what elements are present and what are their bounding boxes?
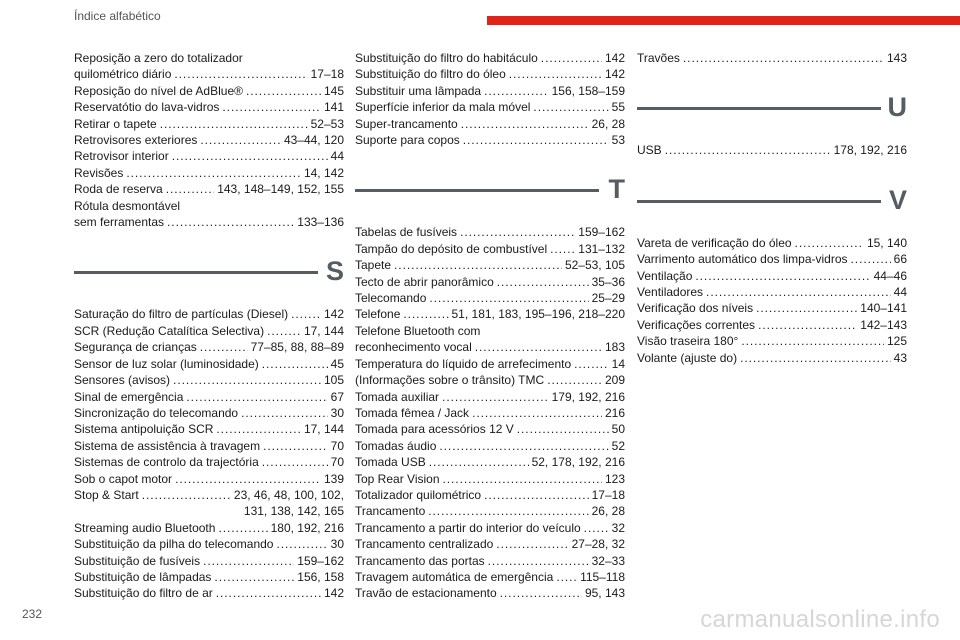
entry-pages: 131–132 [578,241,625,256]
section-rule [74,271,318,274]
dot-leader [216,585,321,601]
dot-leader [695,268,870,284]
index-entry [74,132,344,148]
entry-label: Ventiladores [637,285,704,300]
dot-leader [172,148,328,164]
entry-label: Suporte para copos [355,133,460,148]
entry-label: SCR (Redução Catalítica Selectiva) [74,323,265,338]
index-entry [74,181,344,197]
entry-pages: 139 [323,471,344,486]
dot-leader [214,569,294,585]
section-rule [637,107,881,110]
index-entry [355,356,625,372]
dot-leader [740,350,891,366]
entry-label: Substituição de fusíveis [74,553,201,568]
entry-label: Saturação do filtro de partículas (Diesel) [74,307,289,322]
dot-leader [439,438,608,454]
dot-leader [509,66,602,82]
entry-label: Substituição de lâmpadas [74,569,212,584]
index-entry [355,66,625,82]
section-header-v [637,179,907,219]
dot-leader [262,454,328,470]
entry-pages: 67 [330,389,344,404]
index-entry [74,438,344,454]
index-entry [355,339,625,355]
entry-pages: 142 [604,67,625,82]
entry-label: Trancamento a partir do interior do veículo [355,520,581,535]
dot-leader [218,520,267,536]
dot-leader [550,241,575,257]
entry-pages: 131, 138, 142, 165 [243,504,344,519]
entry-pages: 142 [323,307,344,322]
dot-leader [160,116,308,132]
entry-pages: 44 [330,149,344,164]
entry-group [355,50,625,148]
entry-label: Tomada auxiliar [355,389,440,404]
section-header-u [637,86,907,126]
dot-leader [173,372,321,388]
entry-label: Sistemas de controlo da trajectória [74,455,259,470]
entry-pages: 70 [330,455,344,470]
entry-pages: 178, 192, 216 [833,143,907,158]
dot-leader [484,83,549,99]
dot-leader [174,66,307,82]
index-entry [355,438,625,454]
entry-label: Substituição do filtro do óleo [355,67,506,82]
entry-pages: 142–143 [860,317,907,332]
index-entry [74,116,344,132]
header-accent-bar [487,16,960,25]
dot-leader [166,181,214,197]
index-entry [355,421,625,437]
index-entry [355,536,625,552]
dot-leader [497,274,589,290]
header-title: Índice alfabético [74,9,161,23]
entry-label: Rótula desmontável [74,198,181,213]
entry-label: Sob o capot motor [74,471,173,486]
index-entry [74,421,344,437]
entry-label: reconhecimento vocal [355,340,472,355]
section-letter: T [608,174,625,205]
index-entry [355,241,625,257]
index-entry [355,306,625,322]
entry-pages: 145 [323,83,344,98]
entry-label: Temperatura do líquido de arrefecimento [355,356,572,371]
dot-leader [556,569,577,585]
entry-label: Retrovisores exteriores [74,133,198,148]
index-entry [637,317,907,333]
entry-label: Streaming audio Bluetooth [74,520,216,535]
dot-leader [276,536,327,552]
index-entry [355,471,625,487]
dot-leader [706,284,891,300]
index-entry [74,471,344,487]
index-entry [355,372,625,388]
entry-pages: 25–29 [591,291,625,306]
entry-pages: 179, 192, 216 [551,389,625,404]
entry-label: Telefone [355,307,401,322]
dot-leader [547,372,602,388]
index-entry [355,257,625,273]
index-entry [355,290,625,306]
entry-label: Ventilação [637,268,693,283]
entry-group [637,142,907,158]
entry-label: Tampão do depósito de combustível [355,241,548,256]
entry-label: Verificação dos níveis [637,301,754,316]
index-entry [637,350,907,366]
dot-leader [496,536,568,552]
index-entry [74,487,344,503]
entry-label: Trancamento das portas [355,553,485,568]
index-entry [74,503,344,519]
section-letter: U [887,92,907,123]
entry-pages: 17–18 [591,487,625,502]
index-entry [74,50,344,66]
entry-label: Top Rear Vision [355,471,440,486]
dot-leader [167,214,294,230]
entry-pages: 66 [893,252,907,267]
dot-leader [461,116,589,132]
index-entry [74,520,344,536]
dot-leader [442,389,549,405]
entry-label: Tomada fêmea / Jack [355,405,470,420]
dot-leader [203,553,294,569]
entry-pages: 123 [604,471,625,486]
page-number: 232 [22,607,43,621]
index-entry [74,214,344,230]
dot-leader [200,132,281,148]
entry-group [637,235,907,366]
entry-pages: 52 [611,438,625,453]
section-rule [637,200,881,203]
entry-pages: 27–28, 32 [571,537,625,552]
dot-leader [500,585,582,601]
entry-label: Sensores (avisos) [74,373,171,388]
dot-leader [429,454,529,470]
entry-group [74,50,344,230]
dot-leader [291,306,321,322]
entry-label: Superfície inferior da mala móvel [355,100,531,115]
section-letter: S [325,256,344,287]
dot-leader [263,438,328,454]
entry-pages: 125 [886,334,907,349]
entry-pages: 32–33 [591,553,625,568]
dot-leader [756,300,857,316]
index-entry [74,389,344,405]
entry-label: Revisões [74,165,124,180]
index-entry [637,300,907,316]
index-entry [74,536,344,552]
dot-leader [584,520,609,536]
dot-leader [267,323,301,339]
section-letter: V [888,184,907,215]
dot-leader [475,339,602,355]
watermark-text: carmanualsonline.info [700,606,940,633]
entry-label: Totalizador quilométrico [355,487,482,502]
entry-pages: 30 [330,537,344,552]
entry-label: Tapete [355,258,392,273]
entry-label: USB [637,143,662,158]
dot-leader [488,553,589,569]
index-entry [355,553,625,569]
entry-label: Substituição do filtro do habitáculo [355,51,538,65]
index-entry [355,132,625,148]
entry-label: (Informações sobre o trânsito) TMC [355,373,545,388]
entry-group [74,306,344,601]
dot-leader [142,487,231,503]
entry-pages: 141 [323,100,344,115]
dot-leader [665,142,831,158]
entry-pages: 45 [330,356,344,371]
index-entry [355,569,625,585]
entry-label: Travagem automática de emergência [355,569,554,584]
index-entry [74,569,344,585]
entry-pages: 70 [330,438,344,453]
index-entry [74,372,344,388]
entry-pages: 52, 178, 192, 216 [531,455,625,470]
entry-label: Sistema de assistência à travagem [74,438,261,453]
entry-label: Verificações correntes [637,317,756,332]
index-entry [74,339,344,355]
index-entry [74,585,344,601]
index-entry [74,356,344,372]
entry-pages: 43–44, 120 [283,133,344,148]
entry-label: Substituição da pilha do telecomando [74,537,274,552]
entry-pages: 143, 148–149, 152, 155 [217,182,344,197]
dot-leader [741,333,884,349]
entry-pages: 140–141 [860,301,907,316]
entry-pages: 159–162 [578,225,625,240]
entry-pages: 26, 28 [591,116,625,131]
entry-pages: 180, 192, 216 [270,520,344,535]
entry-label: Tecto de abrir panorâmico [355,274,494,289]
index-entry [355,274,625,290]
entry-pages: 95, 143 [584,586,625,601]
dot-leader [126,165,301,181]
dot-leader [429,290,588,306]
entry-label: Travões [637,51,680,65]
entry-pages: 142 [604,51,625,65]
entry-label: Tabelas de fusíveis [355,225,458,240]
dot-leader [574,356,609,372]
entry-pages: 43 [893,350,907,365]
dot-leader [463,132,609,148]
entry-label: Tomadas áudio [355,438,437,453]
index-column-3 [637,50,907,366]
entry-label: Segurança de crianças [74,340,197,355]
entry-label: Reposição a zero do totalizador [74,51,243,65]
index-column-1 [74,50,344,602]
entry-pages: 14 [611,356,625,371]
dot-leader [246,83,321,99]
entry-pages: 44–46 [873,268,907,283]
entry-label: Retrovisor interior [74,149,169,164]
entry-label: Reservatótio do lava-vidros [74,100,220,115]
index-entry [355,83,625,99]
entry-pages: 17, 144 [303,422,344,437]
entry-pages: 30 [330,405,344,420]
index-column-2 [355,50,625,602]
index-entry [637,235,907,251]
dot-leader [484,487,589,503]
entry-pages: 26, 28 [591,504,625,519]
entry-pages: 105 [323,373,344,388]
entry-group [637,50,907,66]
dot-leader [403,306,448,322]
dot-leader [186,389,327,405]
index-entry [637,142,907,158]
entry-pages: 32 [611,520,625,535]
entry-pages: 23, 46, 48, 100, 102, [233,487,344,502]
dot-leader [795,235,864,251]
entry-pages: 142 [323,586,344,601]
entry-pages: 35–36 [591,274,625,289]
entry-group [355,224,625,601]
entry-label: Substituir uma lâmpada [355,83,482,98]
index-entry [74,83,344,99]
index-entry [355,520,625,536]
entry-label: Tomada USB [355,455,426,470]
entry-pages: 133–136 [297,215,344,230]
index-entry [74,323,344,339]
entry-pages: 183 [604,340,625,355]
dot-leader [175,471,321,487]
entry-pages: 15, 140 [866,235,907,250]
index-entry [74,148,344,164]
dot-leader [428,503,588,519]
dot-leader [533,99,608,115]
index-entry [355,389,625,405]
entry-pages: 44 [893,285,907,300]
index-entry [637,268,907,284]
entry-label: Sensor de luz solar (luminosidade) [74,356,259,371]
index-entry [74,405,344,421]
index-entry [637,333,907,349]
entry-pages: 156, 158 [297,569,344,584]
dot-leader [460,224,575,240]
entry-label: Travão de estacionamento [355,586,497,601]
entry-pages: 159–162 [297,553,344,568]
entry-pages: 115–118 [580,569,625,584]
index-entry [355,116,625,132]
entry-label: Telefone Bluetooth com [355,323,481,338]
entry-pages: 14, 142 [303,165,344,180]
dot-leader [443,471,602,487]
entry-label: Retirar o tapete [74,116,157,131]
section-header-t [355,168,625,208]
index-entry [355,585,625,601]
dot-leader [394,257,562,273]
entry-pages: 17–18 [310,67,344,82]
entry-label: Stop & Start [74,487,139,502]
dot-leader [262,356,328,372]
index-entry [355,405,625,421]
dot-leader [758,317,857,333]
entry-label: Substituição do filtro de ar [74,586,213,601]
dot-leader [472,405,602,421]
entry-pages: 17, 144 [303,323,344,338]
dot-leader [241,405,328,421]
dot-leader [851,251,891,267]
entry-pages: 55 [611,100,625,115]
section-header-s [74,250,344,290]
dot-leader [216,421,301,437]
entry-label: Sistema antipoluição SCR [74,422,214,437]
index-entry [74,198,344,214]
index-entry [74,99,344,115]
entry-label: Visão traseira 180° [637,334,739,349]
entry-label: quilométrico diário [74,67,172,82]
entry-pages: 52–53 [310,116,344,131]
entry-pages: 50 [611,422,625,437]
index-entry [355,487,625,503]
entry-pages: 209 [604,373,625,388]
entry-label: Telecomando [355,291,427,306]
entry-pages: 156, 158–159 [551,83,625,98]
index-entry [355,454,625,470]
index-entry [74,454,344,470]
index-entry [355,224,625,240]
entry-pages: 216 [604,405,625,420]
entry-label: Varrimento automático dos limpa-vidros [637,252,848,267]
entry-label: Reposição do nível de AdBlue® [74,83,243,98]
index-entry [74,165,344,181]
entry-label: Trancamento centralizado [355,537,494,552]
entry-label: Trancamento [355,504,426,519]
section-rule [355,189,599,192]
index-entry [74,553,344,569]
entry-label: Super-trancamento [355,116,458,131]
dot-leader [200,339,248,355]
entry-label: Sincronização do telecomando [74,405,239,420]
index-entry [355,99,625,115]
index-entry [355,503,625,519]
index-entry [74,66,344,82]
index-entry [637,251,907,267]
entry-pages: 77–85, 88, 88–89 [250,340,344,355]
entry-label: Vareta de verificação do óleo [637,235,792,250]
entry-label: Sinal de emergência [74,389,184,404]
dot-leader [517,421,609,437]
index-entry [637,50,907,66]
dot-leader [222,99,321,115]
index-entry [637,284,907,300]
entry-label: Roda de reserva [74,182,163,197]
entry-label: Volante (ajuste do) [637,350,738,365]
entry-label: sem ferramentas [74,215,165,230]
entry-pages: 52–53, 105 [564,258,625,273]
entry-pages: 51, 181, 183, 195–196, 218–220 [451,307,625,322]
index-entry [355,323,625,339]
entry-label: Tomada para acessórios 12 V [355,422,514,437]
index-entry [355,50,625,66]
entry-pages: 53 [611,133,625,148]
dot-leader [683,50,884,66]
entry-pages: 143 [886,51,907,65]
dot-leader [541,50,602,66]
index-entry [74,306,344,322]
